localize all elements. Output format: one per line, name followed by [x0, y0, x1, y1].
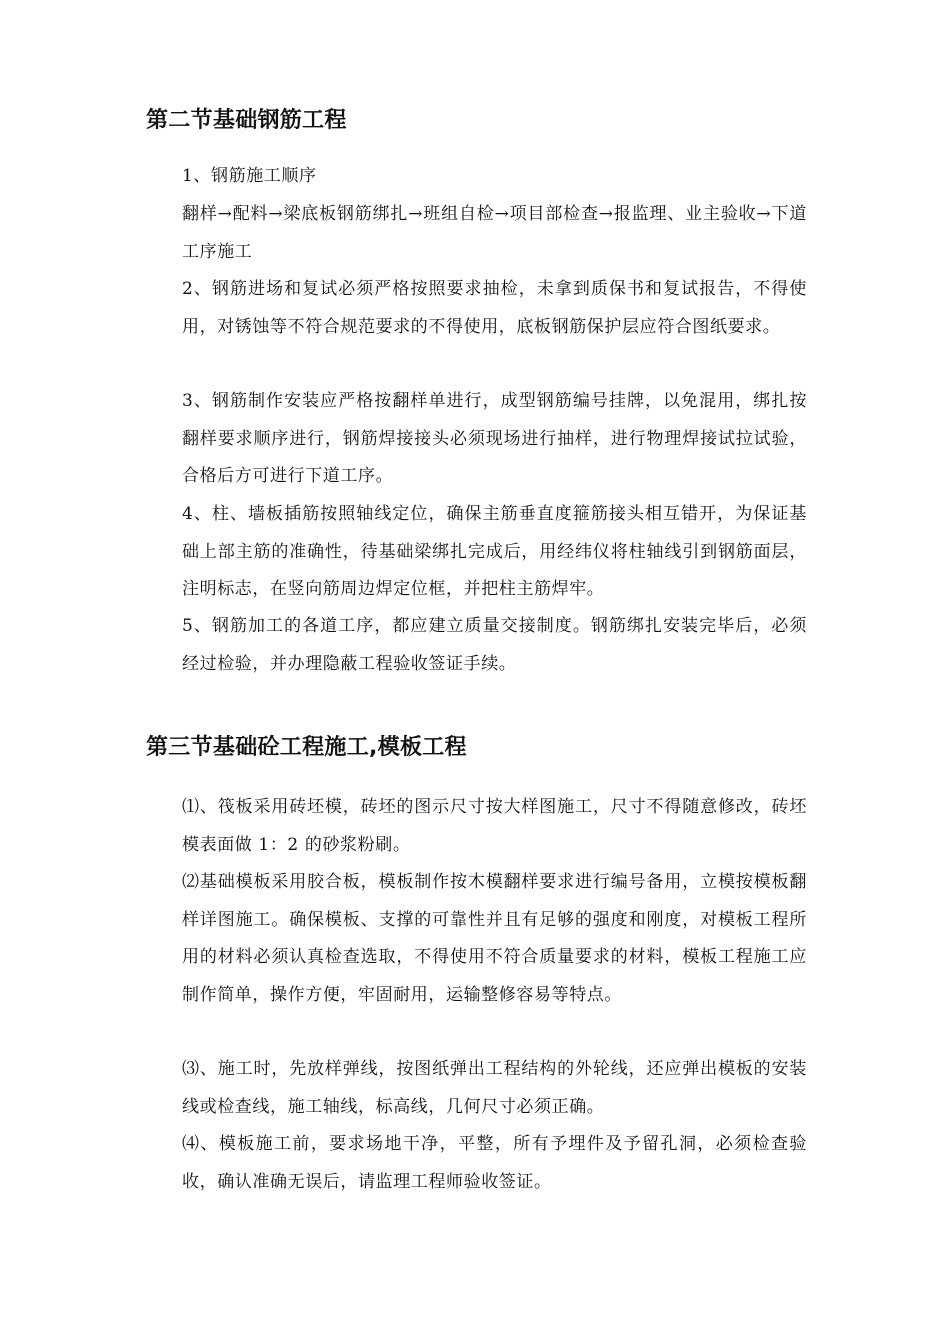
section-heading-foundation-rebar: 第二节基础钢筋工程: [146, 108, 347, 133]
paragraph-rebar-order-flow: 翻样→配料→梁底板钢筋绑扎→班组自检→项目部检查→报监理、业主验收→下道工序施工: [182, 204, 807, 262]
paragraph-layout-lines: ⑶、施工时，先放样弹线，按图纸弹出工程结构的外轮线，还应弹出模板的安装线或检查线，施工轴线，标高线，几何尺寸必须正确。: [182, 1059, 807, 1117]
section-heading-concrete-formwork: 第三节基础砼工程施工,模板工程: [146, 735, 467, 760]
paragraph-rebar-inspection: 2、钢筋进场和复试必须严格按照要求抽检，未拿到质保书和复试报告，不得使用，对锈蚀等不符合规范要求的不得使用，底板钢筋保护层应符合图纸要求。: [182, 279, 807, 337]
paragraph-rebar-order-title: 1、钢筋施工顺序: [182, 166, 317, 186]
paragraph-raft-brick-mould: ⑴、筏板采用砖坯模，砖坯的图示尺寸按大样图施工，尺寸不得随意修改，砖坯模表面做 1：2 的砂浆粉刷。: [182, 797, 807, 855]
paragraph-column-wall-dowels: 4、柱、墙板插筋按照轴线定位，确保主筋垂直度箍筋接头相互错开，为保证基础上部主筋的准确性，待基础梁绑扎完成后，用经纬仪将柱轴线引到钢筋面层，注明标志，在竖向筋周边焊定位框，并把柱主筋焊牢。: [182, 504, 807, 599]
paragraph-plywood-formwork: ⑵基础模板采用胶合板，模板制作按木模翻样要求进行编号备用，立模按模板翻样详图施工。确保模板、支撑的可靠性并且有足够的强度和刚度，对模板工程所用的材料必须认真检查选取，不得使用不符合质量要求的材料，模板工程施工应制作简单，操作方便，牢固耐用，运输整修容易等特点。: [182, 872, 807, 1005]
paragraph-pre-construction-check: ⑷、模板施工前，要求场地干净，平整，所有予埋件及予留孔洞，必须检查验收，确认准确无误后，请监理工程师验收签证。: [182, 1134, 807, 1192]
paragraph-quality-handover: 5、钢筋加工的各道工序，都应建立质量交接制度。钢筋绑扎安装完毕后，必须经过检验，并办理隐蔽工程验收签证手续。: [182, 616, 807, 674]
paragraph-rebar-fabrication: 3、钢筋制作安装应严格按翻样单进行，成型钢筋编号挂牌，以免混用，绑扎按翻样要求顺序进行，钢筋焊接接头必须现场进行抽样，进行物理焊接试拉试验，合格后方可进行下道工序。: [182, 391, 807, 486]
